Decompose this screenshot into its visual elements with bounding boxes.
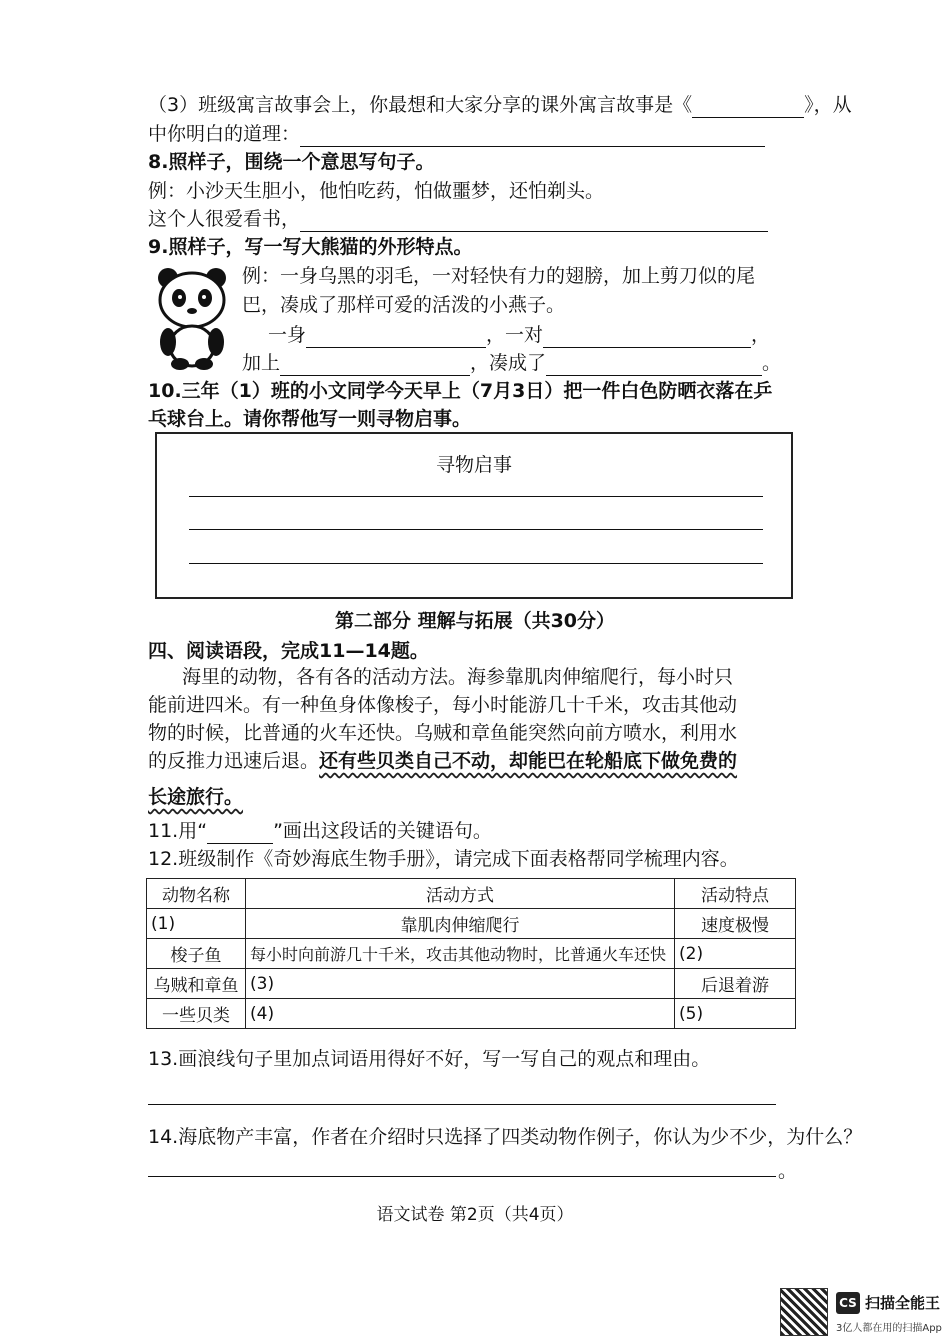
q14-title: 14.海底物产丰富，作者在介绍时只选择了四类动物作例子，你认为少不少，为什么？ bbox=[148, 1126, 863, 1148]
q13-title: 13.画浪线句子里加点词语用得好不好，写一写自己的观点和理由。 bbox=[148, 1048, 711, 1070]
passage-line-3: 物的时候，比普通的火车还快。乌贼和章鱼能突然向前方喷水，利用水 bbox=[148, 722, 738, 744]
qr-code-icon bbox=[780, 1288, 828, 1336]
table-row bbox=[147, 909, 796, 939]
camscanner-logo: CS bbox=[836, 1292, 860, 1314]
passage-line-2: 能前进四米。有一种鱼身体像梭子，每小时能游几十千米，攻击其他动 bbox=[148, 694, 738, 716]
table-cell: 乌贼和章鱼 bbox=[147, 969, 246, 999]
cell-blank-5[interactable]: (5) bbox=[675, 999, 796, 1029]
notice-line-3[interactable] bbox=[189, 563, 763, 564]
q10-line1: 10.三年（1）班的小文同学今天早上（7月3日）把一件白色防晒衣落在乒 bbox=[148, 380, 773, 402]
q11-underline-sample bbox=[207, 823, 273, 844]
camscanner-name: 扫描全能王 bbox=[865, 1294, 941, 1312]
q8-title: 8.照样子，围绕一个意思写句子。 bbox=[148, 151, 435, 173]
page-footer: 语文试卷 第2页（共4页） bbox=[376, 1205, 574, 1225]
q11-line: 11.用“ ”画出这段话的关键语句。 bbox=[148, 820, 492, 842]
table-row bbox=[147, 939, 796, 969]
panda-icon bbox=[154, 266, 230, 370]
table-cell: 靠肌肉伸缩爬行 bbox=[246, 909, 675, 939]
q9-blank-2[interactable] bbox=[543, 327, 751, 348]
q12-title: 12.班级制作《奇妙海底生物手册》，请完成下面表格帮同学梳理内容。 bbox=[148, 848, 739, 870]
q9-blank-3[interactable] bbox=[280, 355, 470, 376]
q9-fill-line2: 加上 ，凑成了 。 bbox=[242, 352, 782, 374]
table-cell: 速度极慢 bbox=[675, 909, 796, 939]
notice-line-1[interactable] bbox=[189, 496, 763, 497]
header-feature: 活动特点 bbox=[675, 879, 796, 909]
q14-end-mark: 。 bbox=[778, 1160, 798, 1182]
q10-line2: 乓球台上。请你帮他写一则寻物启事。 bbox=[148, 408, 472, 430]
cell-blank-2[interactable]: (2) bbox=[675, 939, 796, 969]
q8-prompt-line: 这个人很爱看书， bbox=[148, 206, 768, 232]
part2-title: 第二部分 理解与拓展（共30分） bbox=[334, 610, 616, 632]
sea-creature-table bbox=[146, 878, 796, 1029]
table-cell: 每小时向前游几十千米，攻击其他动物时，比普通火车还快 bbox=[246, 939, 675, 969]
table-cell: 一些贝类 bbox=[147, 999, 246, 1029]
wavy-sentence-part1: 还有些贝类自己不动，却能巴在轮船底下做免费的 bbox=[319, 750, 738, 772]
cell-blank-1[interactable]: (1) bbox=[147, 909, 246, 939]
table-cell: 梭子鱼 bbox=[147, 939, 246, 969]
q8-answer-blank[interactable] bbox=[300, 211, 768, 232]
camscanner-tagline: 3亿人都在用的扫描App bbox=[836, 1323, 942, 1334]
notice-line-2[interactable] bbox=[189, 529, 763, 530]
table-header-row bbox=[147, 879, 796, 909]
q14-answer-line[interactable] bbox=[148, 1176, 776, 1177]
table-row bbox=[147, 999, 796, 1029]
header-movement: 活动方式 bbox=[246, 879, 675, 909]
table-row bbox=[147, 969, 796, 999]
story-title-blank[interactable] bbox=[692, 97, 804, 118]
wavy-sentence-part2: 长途旅行。 bbox=[148, 786, 244, 808]
q8-example: 例：小沙天生胆小，他怕吃药，怕做噩梦，还怕剃头。 bbox=[148, 180, 605, 202]
lost-notice-title: 寻物启事 bbox=[435, 454, 512, 476]
cell-blank-4[interactable]: (4) bbox=[246, 999, 675, 1029]
q9-example-line2: 巴，凑成了那样可爱的活泼的小燕子。 bbox=[242, 294, 566, 316]
header-animal: 动物名称 bbox=[147, 879, 246, 909]
cell-blank-3[interactable]: (3) bbox=[246, 969, 675, 999]
lost-notice-box bbox=[155, 432, 793, 599]
passage-line-1: 海里的动物，各有各的活动方法。海参靠肌肉伸缩爬行，每小时只 bbox=[182, 666, 734, 688]
q9-fill-line1: 一身 ，一对 ， bbox=[268, 324, 771, 346]
table-cell: 后退着游 bbox=[675, 969, 796, 999]
lesson-blank[interactable] bbox=[300, 126, 765, 147]
passage-line-4: 的反推力迅速后退。还有些贝类自己不动，却能巴在轮船底下做免费的 bbox=[148, 750, 738, 772]
q7-3-line1: （3）班级寓言故事会上，你最想和大家分享的课外寓言故事是《 》，从 bbox=[148, 94, 852, 116]
q9-blank-1[interactable] bbox=[306, 327, 486, 348]
q9-blank-4[interactable] bbox=[546, 355, 762, 376]
q9-title: 9.照样子，写一写大熊猫的外形特点。 bbox=[148, 236, 473, 258]
q9-example-line1: 例：一身乌黑的羽毛，一对轻快有力的翅膀，加上剪刀似的尾 bbox=[242, 265, 756, 287]
q7-3-line2: 中你明白的道理： bbox=[148, 121, 765, 147]
passage-line-5 bbox=[148, 784, 243, 810]
q13-answer-line[interactable] bbox=[148, 1104, 776, 1105]
section4-title: 四、阅读语段，完成11—14题。 bbox=[148, 640, 429, 662]
